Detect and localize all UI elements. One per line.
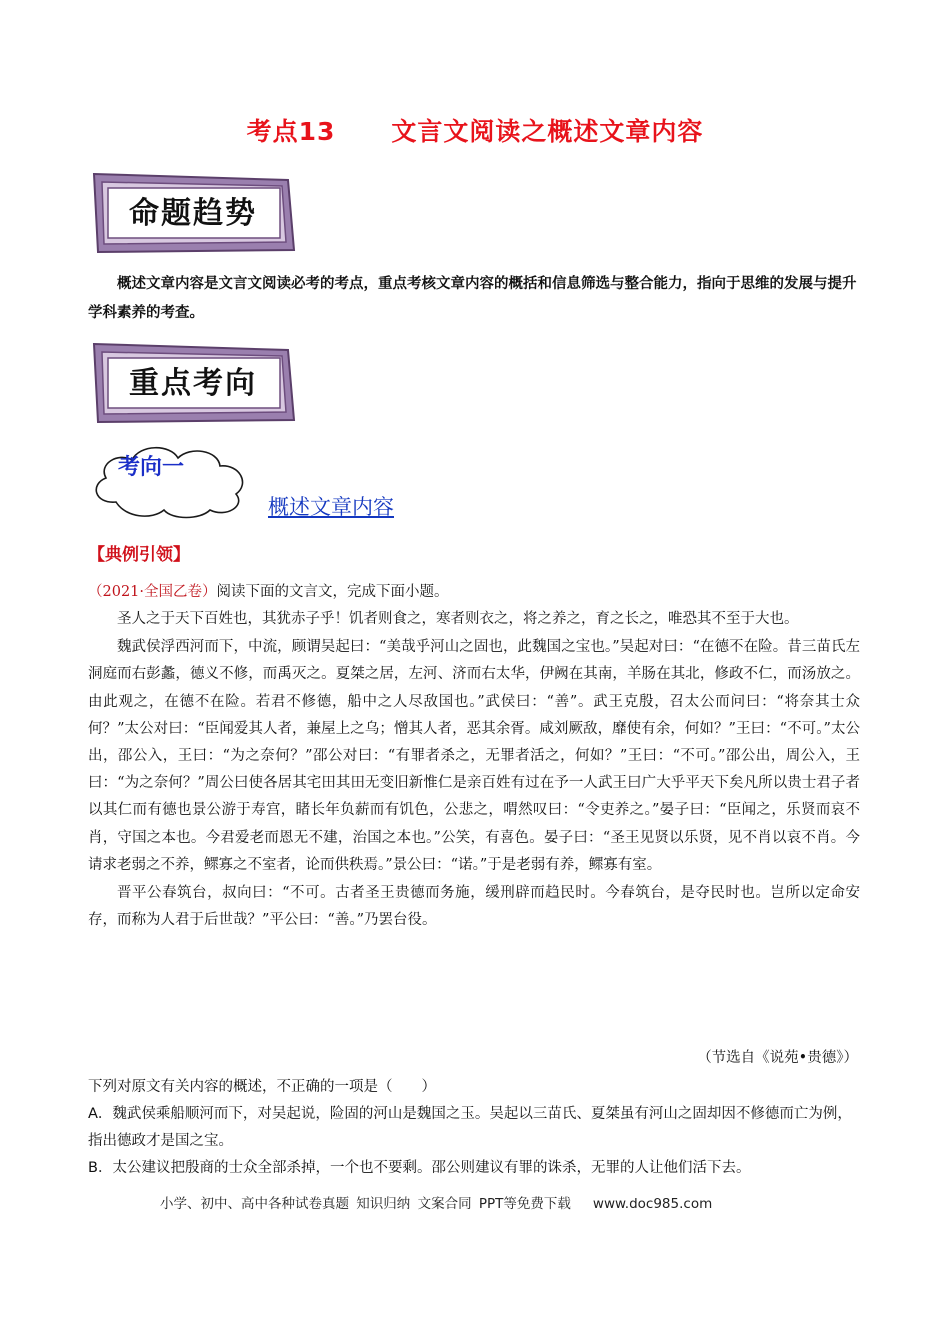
exam-intro xyxy=(88,580,449,601)
footer-text: 小学、初中、高中各种试卷真题 知识归纳 文案合同 PPT等免费下载 xyxy=(160,1196,571,1212)
footer-url[interactable]: www.doc985.com xyxy=(592,1196,713,1212)
trend-paragraph: 概述文章内容是文言文阅读必考的考点，重点考核文章内容的概括和信息筛选与整合能力，指向于思维的发展与提升学科素养的考查。 xyxy=(88,276,857,321)
option-b: B．太公建议把殷商的士众全部杀掉，一个也不要剩。邵公则建议有罪的诛杀，无罪的人让他们活下去。 xyxy=(88,1160,751,1176)
direction-cloud xyxy=(86,440,256,520)
example-heading: 【典例引领】 xyxy=(88,545,190,565)
trend-badge xyxy=(88,170,298,256)
question-stem: 下列对原文有关内容的概述，不正确的一项是（ ） xyxy=(88,1079,436,1095)
passage-paragraph: 晋平公春筑台，叔向曰：“不可。古者圣王贵德而务施，缓刑辟而趋民时。今春筑台，是夺民时也。岂所以定命安存，而称为人君于后世哉？”平公曰：“善。”乃罢台役。 xyxy=(88,885,860,929)
option-a: A．魏武侯乘船顺河而下，对吴起说，险固的河山是魏国之玉。吴起以三苗氏、夏桀虽有河山之固却因不修德而亡为例，指出德政才是国之宝。 xyxy=(88,1106,852,1149)
page-footer xyxy=(160,1192,712,1212)
exam-instruction: 阅读下面的文言文，完成下面小题。 xyxy=(216,584,449,600)
classical-passage xyxy=(88,606,860,934)
passage-paragraph: 圣人之于天下百姓也，其犹赤子乎！饥者则食之，寒者则衣之，将之养之，育之长之，唯恐其不至于大也。 xyxy=(117,611,799,627)
question-block xyxy=(88,1074,860,1182)
cloud-label: 考向一 xyxy=(118,455,185,480)
focus-badge xyxy=(88,340,298,426)
passage-source-note: （节选自《说苑•贵德》） xyxy=(697,1050,858,1066)
badge-label-focus: 重点考向 xyxy=(129,366,257,401)
title-topic-number: 考点13 xyxy=(246,117,336,146)
page-title xyxy=(0,112,950,148)
passage-paragraph: 魏武侯浮西河而下，中流，顾谓吴起曰：“美哉乎河山之固也，此魏国之宝也。”吴起对曰：“在德不在险。昔三苗氏左洞庭而右彭蠡，德义不修，而禹灭之。夏桀之居，左河、济而右太华，伊阙在其南，羊肠在其北，修政不仁，而汤放之。由此观之，在德不在险。若君不修德，船中之人尽敌国也。”武侯曰：“善”。武王克殷，召太公而问曰：“将奈其士众何？”太公对曰：“臣闻爱其人者，兼屋上之乌；憎其人者，恶其余胥。咸刘厥敌，靡使有余，何如？”王曰：“不可。”太公出，邵公入，王曰：“为之奈何？”邵公对曰：“有罪者杀之，无罪者活之，何如？”王曰：“不可。”邵公出，周公入，王曰：“为之奈何？”周公曰使各居其宅田其田无变旧新惟仁是亲百姓有过在予一人武王曰广大乎平天下矣凡所以贵士君子者以其仁而有德也景公游于寿宫，睹长年负薪而有饥色，公悲之，喟然叹曰：“令吏养之。”晏子曰：“臣闻之，乐贤而哀不肖，守国之本也。今君爱老而恩无不建，治国之本也。”公笑，有喜色。晏子曰：“圣王见贤以乐贤，见不肖以哀不肖。今请求老弱之不养，鳏寡之不室者，论而供秩焉。”景公曰：“诺。”于是老弱有养，鳏寡有室。 xyxy=(88,639,860,873)
badge-label-trend: 命题趋势 xyxy=(129,196,257,231)
direction-heading: 概述文章内容 xyxy=(268,495,394,519)
title-topic-name: 文言文阅读之概述文章内容 xyxy=(391,117,704,146)
exam-source: （2021·全国乙卷） xyxy=(88,584,217,600)
